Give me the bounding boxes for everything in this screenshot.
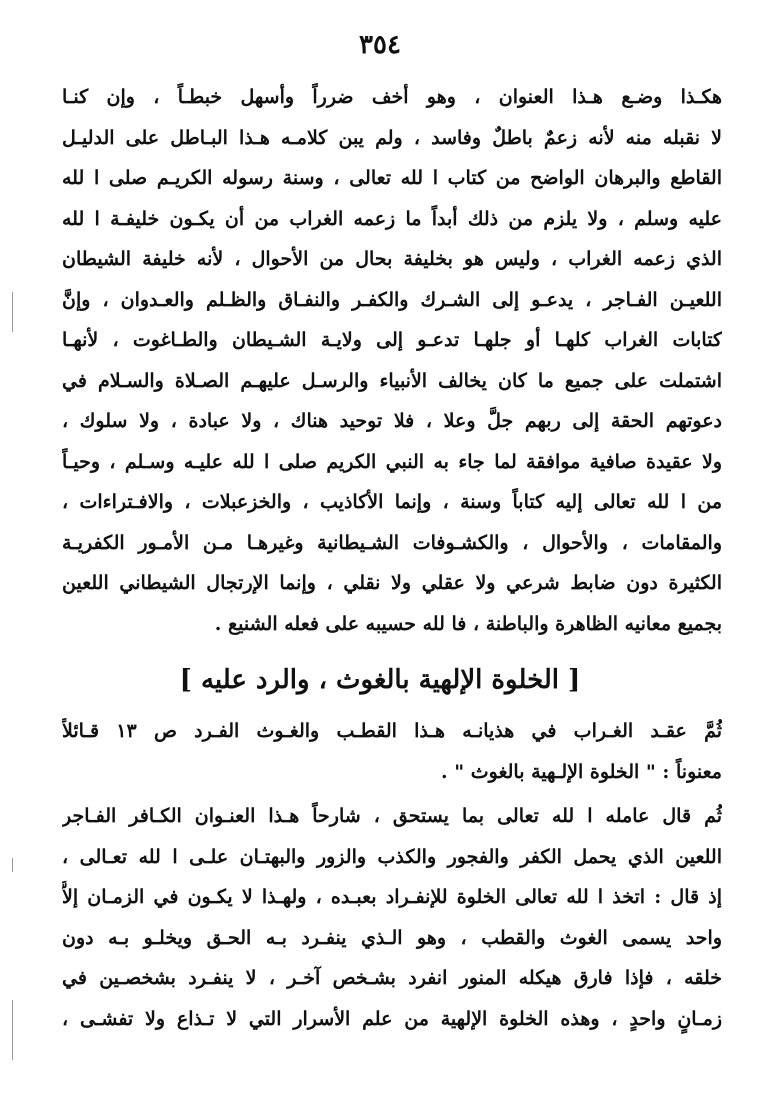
paragraph-3	[62, 796, 722, 1039]
text-line: ولا عقيدة صافية موافقة لما جاء به النبي الكريم صلى ا لله عليـه وسـلم ، وحيـاً	[62, 450, 722, 473]
text-line: من ا لله تعالى إليه كتاباً وسنة ، وإنما الأكاذيب ، والخزعبلات ، والافـتراءات ،	[62, 491, 722, 513]
text-line: زمـانٍ واحدٍ ، وهذه الخلوة الإلهية من علم الأسرار التي لا تـذاع ولا تفشـى ،	[62, 1007, 722, 1030]
text-line: الكثيرة دون ضابط شرعي ولا عقلي ولا نقلي ، وإنما الإرتجال الشيطاني اللعين	[62, 572, 722, 594]
text-line: ثُم قال عامله ا لله تعالى بما يستحق ، شارحاً هـذا العنـوان الكـافر الفـاجر	[62, 805, 722, 827]
text-line: اللعين الذي يحمل الكفر والفجور والكذب والزور والبهتـان علـى ا لله تعـالى ،	[62, 845, 722, 868]
text-line: ثُمَّ عقـد الغـراب في هذيانـه هـذا القطـب والغـوث الفـرد ص ١٣ قـائلاً	[62, 720, 722, 742]
text-line: واحد يسمى الغوث والقطب ، وهو الـذي ينفـرد بـه الحـق ويخلـو بـه دون	[62, 926, 722, 949]
text-line: هكـذا وضـع هـذا العنوان ، وهو أخف ضرراً وأسهل خبطـاً ، وإن كنـا	[62, 86, 722, 108]
text-line: اللعيـن الفـاجر ، يدعـو إلى الشـرك والكفـر والنفـاق والظـلم والعـدوان ، وإنَّ	[62, 288, 722, 311]
scan-edge-mark	[12, 292, 13, 332]
paragraph-1	[62, 77, 722, 644]
text-line: دعوتهم الحقة إلى ربهم جلَّ وعلا ، فلا توحيد هناك ، ولا عبادة ، ولا سلوك ،	[62, 410, 722, 432]
text-line: لا نقبله منه لأنه زعمٌ باطلٌ وفاسد ، ولم يبن كلامـه هـذا البـاطل على الدليـل	[62, 126, 722, 149]
text-line: كتابات الغراب كلهـا أو جلهـا تدعـو إلى ولايـة الشـيطان والطـاغوت ، لأنهـا	[62, 329, 722, 351]
text-line: الذي زعمه الغراب ، وليس هو بخليفة بحال من الأحوال ، لأنه خليفة الشيطان	[62, 248, 722, 270]
text-line: معنوناً : " الخلوة الإلـهية بالغوث " .	[441, 760, 722, 783]
paragraph-2	[62, 711, 722, 792]
text-line: إذ قال : اتخذ ا لله تعالى الخلوة للإنفـراد بعبـده ، ولهـذا لا يكـون في الزمـان إلاَّ	[62, 886, 722, 908]
scan-edge-mark	[12, 858, 13, 872]
text-line: والمقامات ، والأحوال ، والكشـوفات الشـيطانية وغيرهـا مـن الأمـور الكفريـة	[62, 531, 722, 554]
text-line: بجميع معانيه الظاهرة والباطنة ، فا لله حسيبه على فعله الشنيع .	[214, 612, 722, 635]
scan-edge-mark	[12, 1000, 13, 1060]
text-line: اشتملت على جميع ما كان يخالف الأنبياء والرسـل عليهـم الصـلاة والسـلام في	[62, 369, 722, 392]
text-line: عليه وسلم ، ولا يلزم من ذلك أبداً ما زعمه الغراب من أن يكـون خليفـة ا لله	[62, 207, 722, 230]
page-number: ٣٥٤	[359, 30, 401, 60]
text-line: خلقه ، فإذا فارق هيكله المنور انفرد بشـخص آخـر ، لا ينفـرد بشخصـين في	[62, 967, 722, 989]
text-line: القاطع والبرهان الواضح من كتاب ا لله تعالى ، وسنة رسوله الكريـم صلى ا لله	[62, 167, 722, 189]
section-heading: [ الخلوة الإلهية بالغوث ، والرد عليه ]	[179, 665, 581, 695]
